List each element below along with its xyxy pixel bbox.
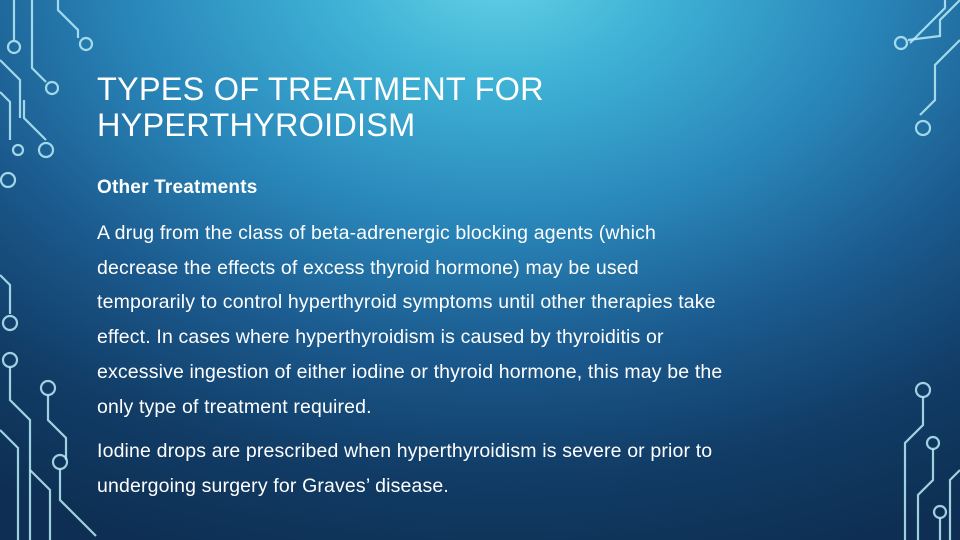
paragraph-line: temporarily to control hyperthyroid symptoms until other therapies take <box>97 291 716 314</box>
body-paragraph-iodine-drops <box>97 434 862 503</box>
paragraph-line: only type of treatment required. <box>97 395 372 418</box>
slide-title <box>97 71 857 143</box>
paragraph-line: undergoing surgery for Graves’ disease. <box>97 474 449 497</box>
paragraph-line: Iodine drops are prescribed when hyperthyroidism is severe or prior to <box>97 440 713 462</box>
paragraph-line: effect. In cases where hyperthyroidism is caused by thyroiditis or <box>97 326 664 349</box>
slide-title-line: HYPERTHYROIDISM <box>97 107 416 143</box>
paragraph-line: A drug from the class of beta-adrenergic blocking agents (which <box>97 222 656 244</box>
paragraph-line: excessive ingestion of either iodine or thyroid hormone, this may be the <box>97 360 723 383</box>
body-paragraph-beta-blockers <box>97 216 862 424</box>
paragraph-line: decrease the effects of excess thyroid hormone) may be used <box>97 256 639 279</box>
section-subheading: Other Treatments <box>97 177 258 198</box>
slide-title-line: TYPES OF TREATMENT FOR <box>97 71 544 107</box>
